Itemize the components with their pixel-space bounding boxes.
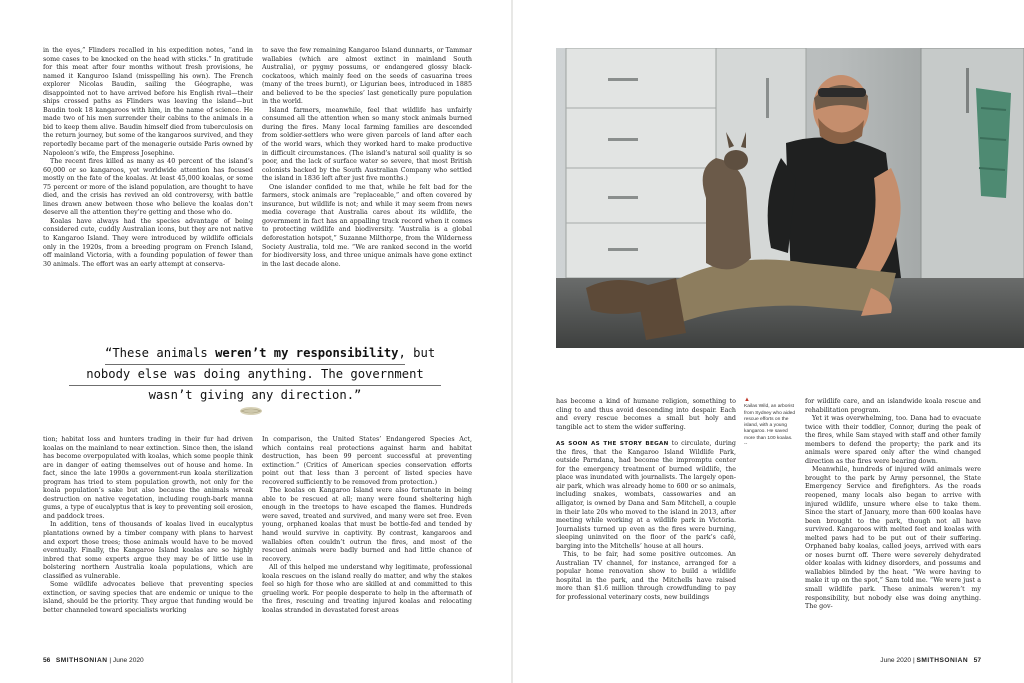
paragraph: In addition, tens of thousands of koalas lived in eucalyptus plantations owned by a timber company with plans to harvest and export those trees; those animals would have to be moved eventually. Finally, the Kangaroo Island koalas are so highly inbred that some experts argue they may be of little use in bolstering northern Australia koala populations, which are classified as vulnerable. — [43, 521, 253, 580]
pull-quote-line-2: nobody else was doing anything. The government — [69, 365, 441, 386]
left-col1-top — [43, 47, 253, 329]
photo-caption: ▲ Kailas Wild, an arborist from Sydney who aided rescue efforts on the island, with a young kangaroo. He saved more than 100 koalas. -- — [744, 397, 800, 448]
magazine-name: SMITHSONIAN — [916, 657, 969, 664]
right-folio: June 2020 | SMITHSONIAN 57 — [880, 657, 981, 664]
left-page — [0, 0, 511, 683]
paragraph: Koalas have always had the species advantage of being considered cute, cuddly Australian icons, but they are not native to Kangaroo Island. They were introduced by wildlife officials only in the 1920s, from a breeding program on French Island, off mainland Victoria, with a founding population of fewer than 30 animals. The effort was an early attempt at conserva- — [43, 217, 253, 268]
section-lead-in: AS SOON AS THE STORY BEGAN — [556, 441, 669, 448]
left-col1-bottom — [43, 436, 253, 646]
right-page — [513, 0, 1024, 683]
page-number: 56 — [43, 657, 51, 664]
section-start-paragraph: AS SOON AS THE STORY BEGAN to circulate, during the fires, that the Kangaroo Island Wildlife Park, outside Parndana, had become the impromptu center for the emergency treatment of burned wildlife, the place was inundated with journalists. The largely open-air park, which was already home to 600 or so animals, including snakes, wombats, cassowaries and an alligator, is owned by Dana and Sam Mitchell, a couple in their late 20s who moved to the island in 2013, after meeting while working at a wildlife park in Victoria. Journalists turned up even as the fires were burning, sleeping uninvited on the floor of the park’s café, barging into the Mitchells’ house at all hours. — [556, 440, 736, 550]
paragraph: for wildlife care, and an islandwide koala rescue and rehabilitation program. — [805, 398, 981, 414]
paragraph: The recent fires killed as many as 40 percent of the island’s 60,000 or so kangaroos, yet worldwide attention has focused mostly on the fate of the koalas. At least 45,000 koalas, or some 75 percent or more of the island population, are thought to have died, and the crisis has revived an old controversy, with battle lines drawn anew between those who believe the koalas don’t deserve all the attention they’re getting and those who do. — [43, 158, 253, 217]
right-col2 — [805, 398, 981, 648]
paragraph: has become a kind of humane religion, something to cling to and thus avoid descending into despair. Each and every rescue becomes a small but holy and tangible act to stem the wider suffering. — [556, 398, 736, 431]
paragraph: Some wildlife advocates believe that preventing species extinction, or saving species that are endemic or unique to the island, should be the priority. They argue that funding would be better channeled toward specialists working — [43, 581, 253, 614]
paragraph: This, to be fair, had some positive outcomes. An Australian TV channel, for instance, arranged for a popular home renovation show to build a wildlife hospital in the park, and the Mitchells have raised more than $1.6 million through crowdfunding to pay for professional veterinary costs, new buildings — [556, 551, 736, 602]
paragraph: Yet it was overwhelming, too. Dana had to evacuate twice with their toddler, Connor, during the peak of the fires, while Sam stayed with staff and other family members to defend the property; the park and its animals were spared only after the wind changed direction as the fires were bearing down. — [805, 415, 981, 465]
paragraph: to save the few remaining Kangaroo Island dunnarts, or Tammar wallabies (which are almost extinct in mainland South Australia), or pygmy possums, or endangered glossy black-cockatoos, which mainly feed on the seeds of casuarina trees (many of the trees burnt), or Ligurian bees, introduced in 1885 and believed to be the species’ last genetically pure population in the world. — [262, 47, 472, 106]
paragraph: tion; habitat loss and hunters trading in their fur had driven koalas on the mainland to near extinction. Since then, the island has become overpopulated with koalas, which some people think are in danger of eating themselves out of house and home. In fact, since the late 1990s a government-run koala sterilization program has tried to stem population growth, not only for the koala population’s sake but also because the animals wreak destruction on native vegetation, including rough-bark manna gums, a type of eucalyptus that is key to preventing soil erosion, and paddock trees. — [43, 436, 253, 520]
paragraph: One islander confided to me that, while he felt bad for the farmers, stock animals are “replaceable,” and often covered by insurance, but wildlife is not; and while it may seem from news media coverage that Australia cares about its wildlife, the government in fact has an appalling track record when it comes to protecting wildlife and biodiversity. “Australia is a global deforestation hotspot,” Suzanne Milthorpe, from the Wilderness Society Australia, told me. “We are ranked second in the world for biodiversity loss, and three unique animals have gone extinct in the last decade alone. — [262, 183, 472, 268]
issue-date: June 2020 — [112, 657, 144, 664]
kangaroo-rescuer-photo — [556, 48, 1024, 348]
pull-quote-line-3: wasn’t giving any direction.” — [148, 388, 362, 402]
pull-quote-line-1: “These animals weren’t my responsibility, but — [105, 344, 405, 365]
left-col2-top — [262, 47, 472, 329]
paragraph: The koalas on Kangaroo Island were also fortunate in being able to be rescued at all; many were found sheltering high enough in the treetops to have escaped the flames. Hundreds were saved, treated and survived, and many were set free. Even young, orphaned koalas that must be bottle-fed and tended by hand would survive in captivity. By contrast, kangaroos and wallabies often couldn’t outrun the fires, and most of the rescued animals were badly burned and had little chance of recovery. — [262, 487, 472, 563]
paragraph: in the eyes,” Flinders recalled in his expedition notes, “and in some cases to be knocked on the head with sticks.” In gratitude for this meat after four months without fresh provisions, he named it Kanguroo Island (misspelling his own). The French explorer Nicolas Baudin, sailing the Géographe, was disappointed not to have arrived before his English rival—their ships crossed paths as Flinders was leaving the island—but Baudin took 18 kangaroos with him, in the name of science. He made two of his men surrender their cabins to the animals in a bid to keep them alive. Baudin himself died from tuberculosis on the return journey, but some of the kangaroos survived, and they reportedly became part of the menagerie outside Paris owned by Napoleon’s wife, the Empress Josephine. — [43, 47, 253, 157]
paragraph: All of this helped me understand why legitimate, professional koala rescues on the island really do matter, and why the stakes feel so high for those who are skilled at and committed to this grueling work. For people desperate to help in the aftermath of the fires, rescuing and treating injured koalas and relocating koalas stranded in devastated forest areas — [262, 564, 472, 614]
right-col1 — [556, 398, 736, 648]
magazine-name: SMITHSONIAN — [55, 657, 108, 664]
left-col2-bottom — [262, 436, 472, 646]
paragraph: In comparison, the United States’ Endangered Species Act, which contains real protections against harm and habitat destruction, has been 99 percent successful at preventing extinction.” (Critics of American species conservation efforts point out that less than 3 percent of listed species have recovered sufficiently to be removed from protection.) — [262, 436, 472, 486]
caption-arrow-icon: ▲ — [744, 397, 750, 403]
leaf-ornament-icon — [238, 405, 264, 417]
page-number: 57 — [973, 657, 981, 664]
issue-date: June 2020 — [880, 657, 912, 664]
paragraph: Island farmers, meanwhile, feel that wildlife has unfairly consumed all the attention when so many stock animals burned during the fires. Many local farming families are descended from soldier-settlers who were given parcels of land after each of the world wars, which they worked hard to make productive in difficult circumstances. (The island’s natural soil quality is so poor, and the lack of surface water so severe, that most British colonists backed by the South Australian Company who settled the island in 1836 left after just five months.) — [262, 106, 472, 183]
pull-quote — [60, 344, 450, 406]
left-folio: 56 SMITHSONIAN | June 2020 — [43, 657, 144, 664]
paragraph: Meanwhile, hundreds of injured wild animals were brought to the park by Army personnel, the State Emergency Service and firefighters. As the roads reopened, many locals also began to arrive with injured wildlife, unsure where else to take them. Since the start of January, more than 600 koalas have been brought to the park, though not all have survived. Kangaroos with melted feet and koalas with melted paws had to be put out of their suffering. Orphaned baby koalas, called joeys, arrived with ears or noses burnt off. There were severely dehydrated older koalas with kidney disorders, and possums and wallabies blinded by the heat. “We were having to make it up on the spot,” Sam told me. “We were just a small wildlife park. These animals weren’t my responsibility, but nobody else was doing anything. The gov- — [805, 466, 981, 611]
